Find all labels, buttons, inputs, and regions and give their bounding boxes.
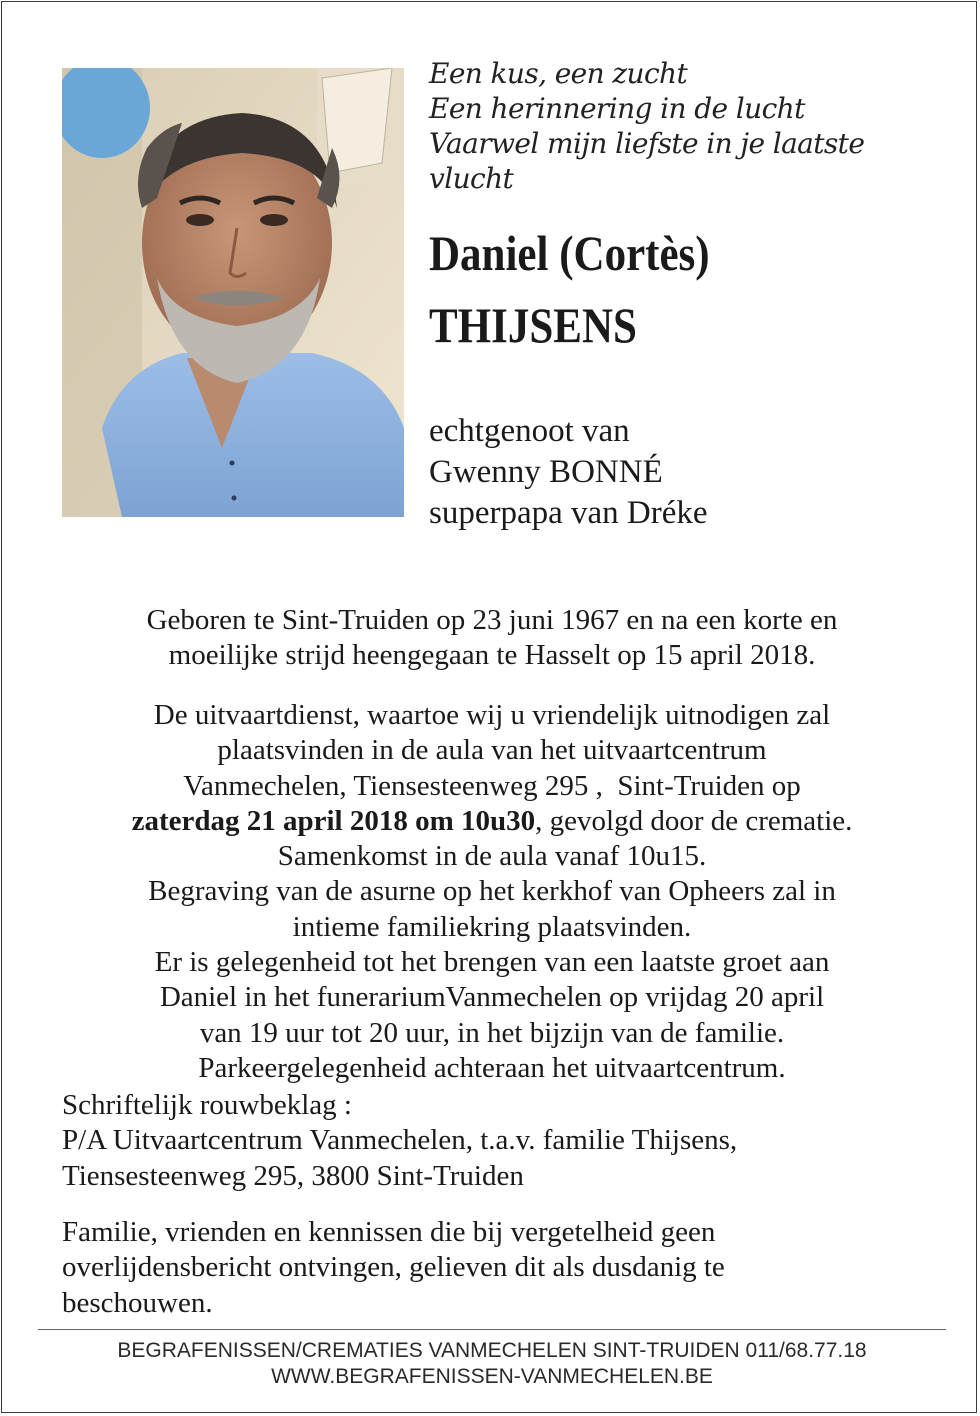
- condolence-address: [62, 1088, 942, 1194]
- funeral-service-paragraph: [42, 698, 942, 1086]
- last-name: THIJSENS: [429, 297, 637, 353]
- relation-line: echtgenoot van: [429, 413, 630, 449]
- text-line: moeilijke strijd heengegaan te Hasselt op 15 april 2018.: [168, 639, 816, 672]
- poem-line: Een herinnering in de lucht: [429, 92, 805, 125]
- first-name: Daniel (Cortès): [429, 225, 710, 281]
- relations: [429, 411, 949, 534]
- service-date-rest: , gevolgd door de crematie.: [535, 804, 853, 837]
- text-line: Begraving van de asurne op het kerkhof van Opheers zal in: [148, 875, 836, 908]
- portrait-photo: [62, 68, 404, 517]
- funeral-home-contact: BEGRAFENISSEN/CREMATIES VANMECHELEN SINT-TRUIDEN 011/68.77.18: [117, 1339, 867, 1362]
- text-line: Er is gelegenheid tot het brengen van een laatste groet aan: [154, 946, 830, 979]
- text-line: Samenkomst in de aula vanaf 10u15.: [277, 840, 707, 873]
- funeral-home-website: WWW.BEGRAFENISSEN-VANMECHELEN.BE: [271, 1365, 713, 1388]
- death-notice-card: [1, 1, 977, 1413]
- text-line: plaatsvinden in de aula van het uitvaartcentrum: [217, 734, 767, 767]
- relation-line: superpapa van Dréke: [429, 495, 708, 531]
- poem: [429, 56, 949, 196]
- service-date-time: zaterdag 21 april 2018 om 10u30: [131, 804, 536, 837]
- text-line: Geboren te Sint-Truiden op 23 juni 1967 en na een korte en: [146, 604, 838, 636]
- text-line: Vanmechelen, Tiensesteenweg 295 , Sint-Truiden op: [183, 769, 801, 802]
- text-line: Familie, vrienden en kennissen die bij vergetelheid geen: [62, 1216, 716, 1248]
- text-line: Tiensesteenweg 295, 3800 Sint-Truiden: [62, 1159, 524, 1192]
- text-line: van 19 uur tot 20 uur, in het bijzijn van de familie.: [199, 1016, 785, 1049]
- deceased-name: [429, 217, 876, 361]
- text-line: P/A Uitvaartcentrum Vanmechelen, t.a.v. familie Thijsens,: [62, 1124, 738, 1157]
- text-line: intieme familiekring plaatsvinden.: [292, 910, 692, 943]
- text-line: Schriftelijk rouwbeklag :: [62, 1089, 352, 1121]
- poem-line: Vaarwel mijn liefste in je laatste: [429, 127, 865, 160]
- text-line: Parkeergelegenheid achteraan het uitvaartcentrum.: [198, 1051, 786, 1084]
- birth-death-paragraph: [42, 603, 942, 674]
- poem-line: vlucht: [429, 162, 514, 195]
- footer-divider: [38, 1329, 946, 1330]
- text-line: [42, 804, 942, 839]
- text-line: Daniel in het funerariumVanmechelen op vrijdag 20 april: [159, 981, 825, 1014]
- relation-line: Gwenny BONNÉ: [429, 454, 663, 490]
- text-line: beschouwen.: [62, 1286, 213, 1319]
- text-line: overlijdensbericht ontvingen, gelieven dit als dusdanig te: [62, 1251, 725, 1284]
- text-line: De uitvaartdienst, waartoe wij u vriendelijk uitnodigen zal: [153, 699, 831, 731]
- closing-notice: [62, 1215, 942, 1321]
- poem-line: Een kus, een zucht: [429, 57, 688, 90]
